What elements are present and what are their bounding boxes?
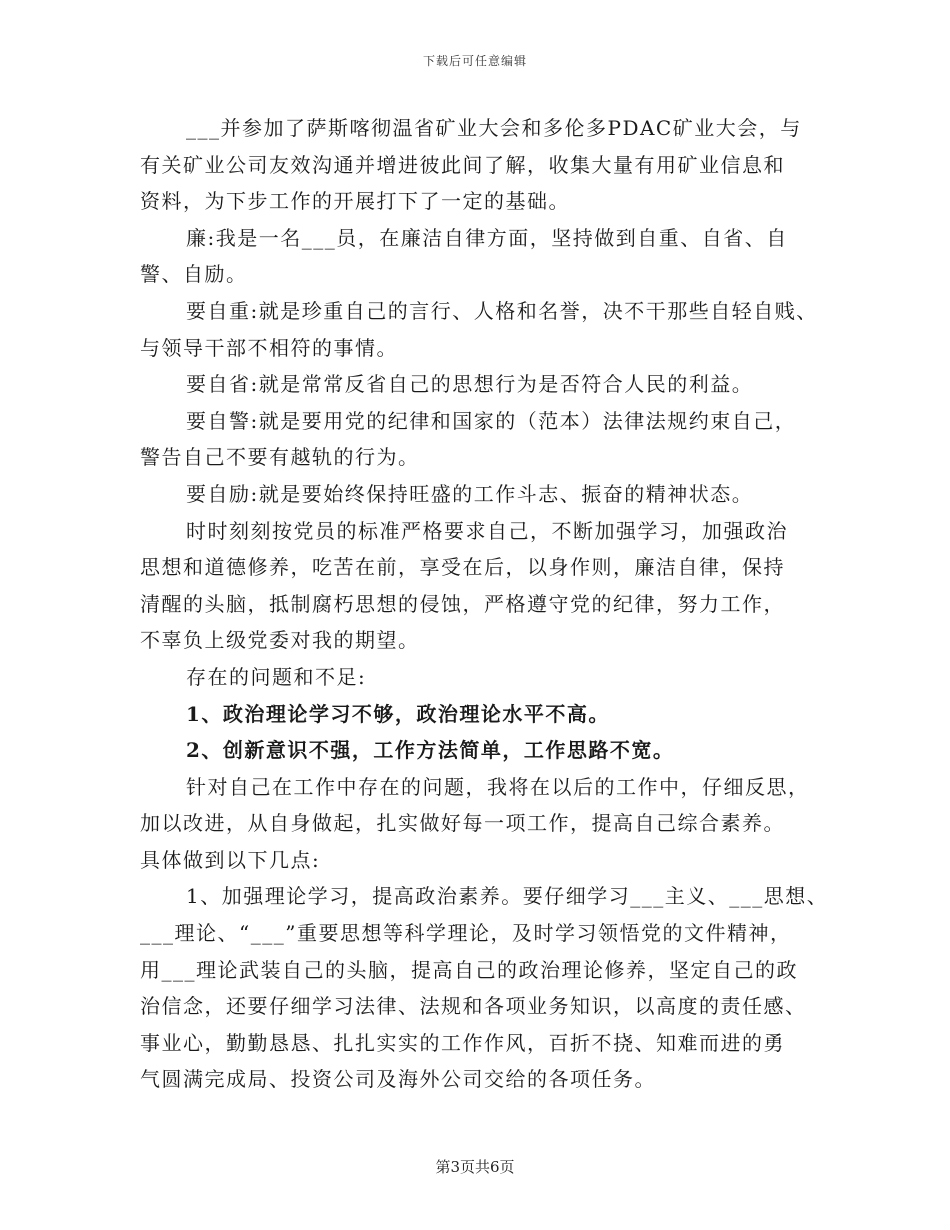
text-line: 思想和道德修养，吃苦在前，享受在后，以身作则，廉洁自律，保持 bbox=[140, 555, 785, 580]
text-line: 事业心，勤勤恳恳、扎扎实实的工作作风，百折不挠、知难而进的勇 bbox=[140, 1030, 785, 1055]
text-line: 不辜负上级党委对我的期望。 bbox=[140, 628, 420, 653]
text-line: 要自励:就是要始终保持旺盛的工作斗志、振奋的精神状态。 bbox=[186, 481, 754, 506]
text-line: 资料，为下步工作的开展打下了一定的基础。 bbox=[140, 189, 570, 214]
text-line: 清醒的头脑，抵制腐朽思想的侵蚀，严格遵守党的纪律，努力工作， bbox=[140, 591, 785, 616]
text-line: 用___理论武装自己的头脑，提高自己的政治理论修养，坚定自己的政 bbox=[140, 957, 798, 982]
page-number: 第3页共6页 bbox=[435, 1158, 515, 1176]
text-line: 加以改进，从自身做起，扎实做好每一项工作，提高自己综合素养。 bbox=[140, 811, 785, 836]
text-line: 要自省:就是常常反省自己的思想行为是否符合人民的利益。 bbox=[186, 372, 754, 397]
text-line: 1、加强理论学习，提高政治素养。要仔细学习___主义、___思想、 bbox=[186, 884, 829, 909]
page-header: 下载后可任意编辑 bbox=[422, 54, 527, 68]
text-line: 时时刻刻按党员的标准严格要求自己，不断加强学习，加强政治 bbox=[186, 518, 788, 543]
text-line: 警、自励。 bbox=[140, 262, 248, 287]
text-line: 廉:我是一名___员，在廉洁自律方面，坚持做到自重、自省、自 bbox=[186, 225, 788, 250]
text-line: 要自警:就是要用党的纪律和国家的（范本）法律法规约束自己， bbox=[186, 408, 797, 433]
text-line: 针对自己在工作中存在的问题，我将在以后的工作中，仔细反思， bbox=[186, 774, 810, 799]
text-line: 与领导干部不相符的事情。 bbox=[140, 335, 398, 360]
text-line: 具体做到以下几点: bbox=[140, 847, 321, 872]
text-line: 2、创新意识不强，工作方法简单，工作思路不宽。 bbox=[186, 738, 675, 763]
text-line: 气圆满完成局、投资公司及海外公司交给的各项任务。 bbox=[140, 1067, 656, 1092]
text-line: 警告自己不要有越轨的行为。 bbox=[140, 445, 420, 470]
text-line: 要自重:就是珍重自己的言行、人格和名誉，决不干那些自轻自贱、 bbox=[186, 298, 818, 323]
text-line: 存在的问题和不足: bbox=[186, 664, 367, 689]
text-line: 治信念，还要仔细学习法律、法规和各项业务知识，以高度的责任感、 bbox=[140, 994, 807, 1019]
document-body bbox=[140, 110, 830, 1098]
text-line: 有关矿业公司友效沟通并增进彼此间了解，收集大量有用矿业信息和 bbox=[140, 152, 785, 177]
text-line: ___理论、“___”重要思想等科学理论，及时学习领悟党的文件精神， bbox=[140, 921, 792, 946]
text-line: 1、政治理论学习不够，政治理论水平不高。 bbox=[186, 701, 610, 726]
text-line: ___并参加了萨斯喀彻温省矿业大会和多伦多PDAC矿业大会，与 bbox=[186, 116, 802, 140]
